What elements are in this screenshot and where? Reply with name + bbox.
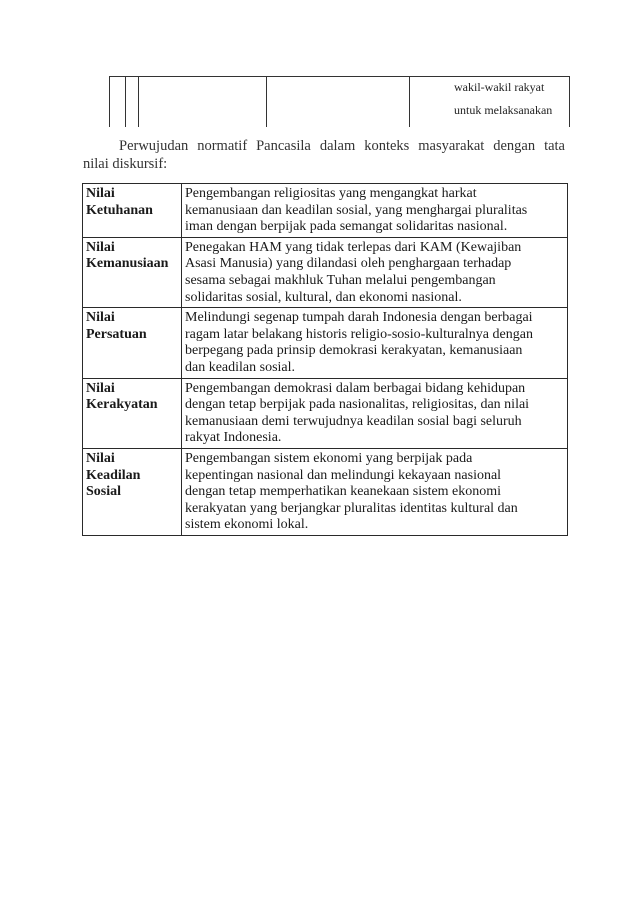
description-line: sesama sebagai makhluk Tuhan melalui pengembangan <box>185 272 496 288</box>
value-label: Nilai <box>86 239 115 255</box>
description-line: kemanusiaan dan keadilan sosial, yang menghargai pluralitas <box>185 202 528 218</box>
table-cell-text: untuk melaksanakan <box>454 103 553 117</box>
value-label: Nilai <box>86 186 115 201</box>
value-label-cell <box>83 237 182 307</box>
value-description-cell <box>182 184 568 238</box>
value-label-cell <box>83 378 182 448</box>
value-label: Nilai <box>86 450 115 466</box>
value-label-cell <box>83 308 182 378</box>
table-column-divider <box>138 77 139 127</box>
value-label: Persatuan <box>86 326 147 342</box>
description-line: ragam latar belakang historis religio-sosio-kulturalnya dengan <box>185 326 533 342</box>
table-row <box>83 237 568 307</box>
value-label: Nilai <box>86 310 115 326</box>
description-line: berpegang pada prinsip demokrasi kerakyatan, kemanusiaan <box>185 343 523 359</box>
value-label: Kerakyatan <box>86 397 158 413</box>
description-line: Penegakan HAM yang tidak terlepas dari KAM (Kewajiban <box>185 239 522 255</box>
value-description-cell <box>182 237 568 307</box>
table-column-divider <box>125 77 126 127</box>
table-cell-text: wakil-wakil rakyat <box>454 80 545 94</box>
description-line: Pengembangan demokrasi dalam berbagai bidang kehidupan <box>185 380 526 396</box>
table-row <box>83 378 568 448</box>
intro-line: Perwujudan normatif Pancasila dalam konteks masyarakat dengan tata <box>119 138 565 154</box>
value-label-cell <box>83 448 182 535</box>
description-line: kemanusiaan demi terwujudnya keadilan sosial bagi seluruh <box>185 413 522 429</box>
value-label: Kemanusiaan <box>86 256 169 272</box>
description-line: dengan tetap berpijak pada nasionalitas, religiositas, dan nilai <box>185 397 530 413</box>
description-line: iman dengan berpijak pada semangat solidaritas nasional. <box>185 219 508 235</box>
table-row <box>83 308 568 378</box>
intro-paragraph <box>83 137 565 173</box>
table-column-divider <box>409 77 410 127</box>
table-row <box>83 184 568 238</box>
value-label: Sosial <box>86 484 122 500</box>
value-label: Ketuhanan <box>86 202 153 218</box>
intro-line: nilai diskursif: <box>83 156 168 172</box>
pancasila-values-table <box>82 183 568 536</box>
description-line: Melindungi segenap tumpah darah Indonesia dengan berbagai <box>185 310 533 326</box>
description-line: dengan tetap memperhatikan keanekaan sistem ekonomi <box>185 484 502 500</box>
table-row <box>83 448 568 535</box>
value-description-cell <box>182 308 568 378</box>
description-line: solidaritas sosial, kultural, dan ekonomi nasional. <box>185 289 462 305</box>
value-description-cell <box>182 378 568 448</box>
description-line: dan keadilan sosial. <box>185 359 296 375</box>
description-line: sistem ekonomi lokal. <box>185 517 309 533</box>
table-column-divider <box>266 77 267 127</box>
value-label: Keadilan <box>86 467 141 483</box>
description-line: Pengembangan religiositas yang mengangkat harkat <box>185 186 477 201</box>
description-line: rakyat Indonesia. <box>185 430 282 446</box>
value-description-cell <box>182 448 568 535</box>
value-label: Nilai <box>86 380 115 396</box>
description-line: kepentingan nasional dan melindungi kekayaan nasional <box>185 467 502 483</box>
description-line: Asasi Manusia) yang dilandasi oleh penghargaan terhadap <box>185 256 512 272</box>
description-line: kerakyatan yang berjangkar pluralitas identitas kultural dan <box>185 500 518 516</box>
description-line: Pengembangan sistem ekonomi yang berpijak pada <box>185 450 473 466</box>
value-label-cell <box>83 184 182 238</box>
continued-table <box>109 76 570 127</box>
